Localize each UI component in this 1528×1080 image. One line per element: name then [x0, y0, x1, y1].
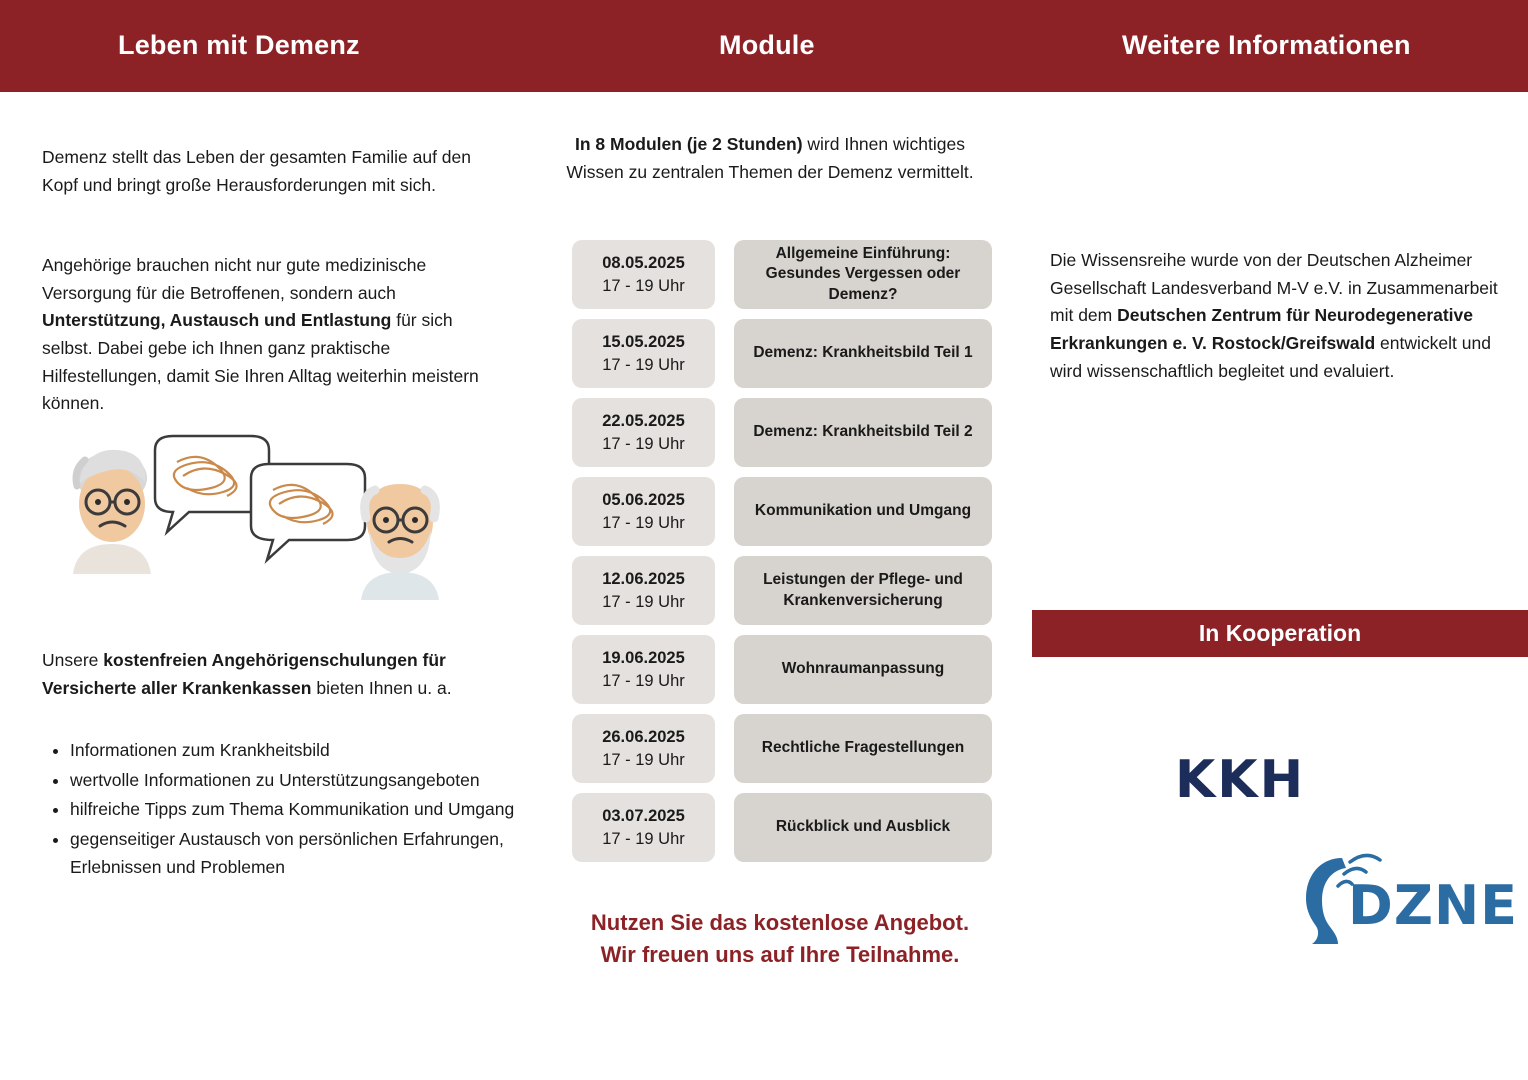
- module-date: 15.05.2025: [602, 333, 685, 352]
- header-title-weitere-informationen: Weitere Informationen: [1122, 30, 1411, 60]
- right-paragraph-bold: Deutschen Zentrum für Neurodegenerative Erkrankungen e. V. Rostock/Greifswald: [1050, 305, 1474, 353]
- left-paragraph-2-part1: Angehörige brauchen nicht nur gute medizinische Versorgung für die Betroffenen, sondern auch: [42, 255, 427, 303]
- kooperation-banner: [1032, 610, 1528, 657]
- module-date: 03.07.2025: [602, 807, 685, 826]
- kkh-logo: KKH: [1175, 750, 1306, 810]
- module-time: 17 - 19 Uhr: [602, 434, 685, 453]
- module-topic-chip: Wohnraumanpassung: [734, 635, 992, 704]
- module-row: [572, 556, 992, 625]
- module-time: 17 - 19 Uhr: [602, 671, 685, 690]
- right-paragraph-part2: entwickelt und wird wissenschaftlich begleitet und evaluiert.: [1050, 332, 1491, 381]
- module-row: [572, 319, 992, 388]
- modules-intro-bold: In 8 Modulen (je 2 Stunden): [575, 134, 803, 154]
- module-time: 17 - 19 Uhr: [602, 513, 685, 532]
- module-date-chip: [572, 240, 715, 309]
- left-paragraph-3: [42, 647, 482, 702]
- module-date: 26.06.2025: [602, 728, 685, 747]
- right-paragraph: [1050, 247, 1518, 385]
- list-item: • hilfreiche Tipps zum Thema Kommunikation und Umgang: [70, 796, 530, 824]
- header-title-module: Module: [719, 30, 815, 60]
- dzne-wordmark: DZNE: [1348, 874, 1519, 937]
- module-row: [572, 793, 992, 862]
- module-row: [572, 477, 992, 546]
- woman-figure: [73, 450, 151, 574]
- module-row: [572, 714, 992, 783]
- module-row: [572, 398, 992, 467]
- module-date-chip: [572, 477, 715, 546]
- module-date-chip: [572, 398, 715, 467]
- speech-bubble-right: [251, 464, 365, 560]
- list-item: • Informationen zum Krankheitsbild: [70, 737, 530, 765]
- elderly-couple-illustration: [55, 432, 455, 602]
- module-topic-chip: Kommunikation und Umgang: [734, 477, 992, 546]
- module-topic-chip: Demenz: Krankheitsbild Teil 2: [734, 398, 992, 467]
- module-topic-chip: Allgemeine Einführung: Gesundes Vergessen oder Demenz?: [734, 240, 992, 309]
- left-paragraph-3-bold: kostenfreien Angehörigenschulungen für Versicherte aller Krankenkassen: [42, 650, 446, 698]
- module-row: [572, 240, 992, 309]
- left-paragraph-1: Demenz stellt das Leben der gesamten Familie auf den Kopf und bringt große Herausforderungen mit sich.: [42, 147, 471, 195]
- module-row: [572, 635, 992, 704]
- module-time: 17 - 19 Uhr: [602, 750, 685, 769]
- module-time: 17 - 19 Uhr: [602, 355, 685, 374]
- module-time: 17 - 19 Uhr: [602, 592, 685, 611]
- illustration-svg: [55, 432, 455, 602]
- module-date: 05.06.2025: [602, 491, 685, 510]
- module-date: 12.06.2025: [602, 570, 685, 589]
- module-time: 17 - 19 Uhr: [602, 829, 685, 848]
- module-date-chip: [572, 793, 715, 862]
- module-topic-chip: Rückblick und Ausblick: [734, 793, 992, 862]
- module-date-chip: [572, 714, 715, 783]
- benefits-list: [42, 737, 530, 883]
- module-date-chip: [572, 556, 715, 625]
- module-date-chip: [572, 319, 715, 388]
- left-paragraph-2: [42, 252, 482, 418]
- left-paragraph-3-part1: Unsere: [42, 650, 104, 670]
- dzne-logo: [1298, 852, 1519, 952]
- module-topic-chip: Rechtliche Fragestellungen: [734, 714, 992, 783]
- module-time: 17 - 19 Uhr: [602, 276, 685, 295]
- list-item: • gegenseitiger Austausch von persönlichen Erfahrungen, Erlebnissen und Problemen: [70, 826, 530, 881]
- right-paragraph-part1: Die Wissensreihe wurde von der Deutschen Alzheimer Gesellschaft Landesverband M-V e.V. in Zusammenarbeit mit dem: [1050, 250, 1498, 326]
- module-date: 08.05.2025: [602, 254, 685, 273]
- left-paragraph-2-part2: für sich selbst. Dabei gebe ich Ihnen ganz praktische Hilfestellungen, damit Sie Ihren Alltag weiterhin meistern können.: [42, 310, 479, 414]
- kooperation-label: In Kooperation: [1198, 620, 1362, 646]
- left-paragraph-3-part2: bieten Ihnen u. a.: [311, 677, 452, 698]
- module-date-chip: [572, 635, 715, 704]
- header-title-leben-mit-demenz: Leben mit Demenz: [118, 30, 360, 60]
- call-to-action-text: Nutzen Sie das kostenlose Angebot. Wir freuen uns auf Ihre Teilnahme.: [590, 910, 970, 967]
- module-topic-chip: Leistungen der Pflege- und Krankenversicherung: [734, 556, 992, 625]
- modules-intro: [550, 130, 990, 186]
- module-schedule-list: [572, 240, 992, 872]
- modules-intro-rest: wird Ihnen wichtiges Wissen zu zentralen Themen der Demenz vermittelt.: [566, 134, 974, 182]
- left-paragraph-2-bold: Unterstützung, Austausch und Entlastung: [42, 310, 392, 331]
- module-topic-chip: Demenz: Krankheitsbild Teil 1: [734, 319, 992, 388]
- man-figure: [361, 484, 439, 600]
- list-item: • wertvolle Informationen zu Unterstützungsangeboten: [70, 767, 530, 795]
- module-date: 22.05.2025: [602, 412, 685, 431]
- module-date: 19.06.2025: [602, 649, 685, 668]
